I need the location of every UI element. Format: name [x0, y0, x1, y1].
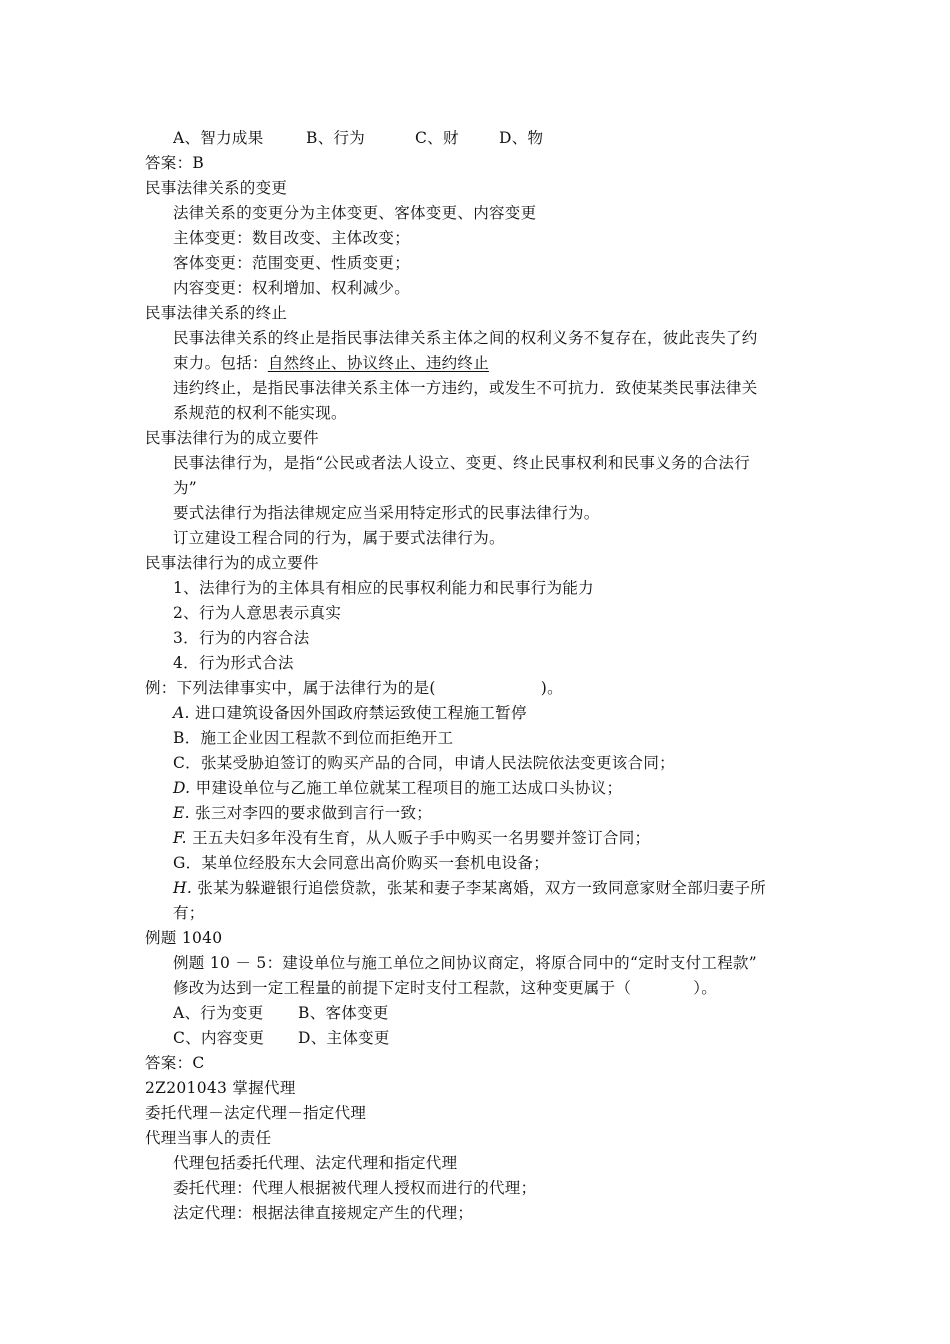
choice-text: 张三对李四的要求做到言行一致； — [195, 804, 433, 822]
choice-h — [173, 878, 766, 898]
choice-h-cont: 有； — [173, 904, 205, 922]
answer-line: 答案：B — [145, 154, 205, 172]
text-line: 要式法律行为指法律规定应当采用特定形式的民事法律行为。 — [173, 504, 600, 522]
question-options — [173, 128, 543, 148]
options-row — [173, 1028, 390, 1048]
choice-text: 甲建设单位与乙施工单位就某工程项目的施工达成口头协议； — [195, 779, 623, 797]
text-line: 代理包括委托代理、法定代理和指定代理 — [173, 1154, 458, 1172]
heading-change: 民事法律关系的变更 — [145, 179, 288, 197]
text-line: 违约终止，是指民事法律关系主体一方违约，或发生不可抗力．致使某类民事法律关 — [173, 379, 758, 397]
choice-a — [173, 703, 527, 723]
list-item: 2、行为人意思表示真实 — [173, 604, 342, 622]
choice-letter: D. — [173, 779, 191, 797]
text-line — [173, 978, 717, 998]
question-end: )。 — [540, 679, 563, 697]
question-text: 例：下列法律事实中，属于法律行为的是( — [145, 679, 436, 697]
option-d: D、主体变更 — [298, 1029, 390, 1047]
text-line: 订立建设工程合同的行为，属于要式法律行为。 — [173, 529, 505, 547]
heading-act-requirements-2: 民事法律行为的成立要件 — [145, 554, 319, 572]
example-question — [145, 678, 563, 698]
options-row — [173, 1003, 389, 1023]
heading-act-requirements: 民事法律行为的成立要件 — [145, 429, 319, 447]
option-b: B、行为 — [306, 129, 366, 147]
option-c: C、财 — [415, 129, 459, 147]
text-line: 例题 10 － 5：建设单位与施工单位之间协议商定，将原合同中的“定时支付工程款” — [173, 954, 758, 972]
choice-f — [173, 828, 650, 848]
heading-responsibility: 代理当事人的责任 — [145, 1129, 272, 1147]
text-line: 委托代理：代理人根据被代理人授权而进行的代理； — [173, 1179, 537, 1197]
choice-letter: A. — [173, 704, 190, 722]
option-d: D、物 — [499, 129, 544, 147]
text-line: 为” — [173, 479, 198, 497]
choice-text: 王五夫妇多年没有生育，从人贩子手中购买一名男婴并签订合同； — [192, 829, 651, 847]
underlined-text: 自然终止、协议终止、违约终止 — [267, 354, 490, 372]
heading-example-1040: 例题 1040 — [145, 929, 223, 947]
choice-b: B．施工企业因工程款不到位而拒绝开工 — [173, 729, 454, 747]
answer-line: 答案：C — [145, 1054, 205, 1072]
option-a: A、行为变更 — [173, 1004, 264, 1022]
list-item: 3．行为的内容合法 — [173, 629, 310, 647]
text-line: 内容变更：权利增加、权利减少。 — [173, 279, 411, 297]
text-line: 系规范的权利不能实现。 — [173, 404, 347, 422]
choice-text: 张某为躲避银行追偿贷款，张某和妻子李某离婚，双方一致同意家财全部归妻子所 — [197, 879, 767, 897]
text-line — [173, 353, 489, 373]
option-a: A、智力成果 — [173, 129, 264, 147]
heading-agency: 2Z201043 掌握代理 — [145, 1079, 296, 1097]
choice-e — [173, 803, 432, 823]
choice-g: G．某单位经股东大会同意出高价购买一套机电设备； — [173, 854, 550, 872]
text-segment: ）。 — [693, 979, 718, 997]
text-line: 主体变更：数目改变、主体改变； — [173, 229, 411, 247]
choice-letter: F. — [173, 829, 187, 847]
text-line: 民事法律关系的终止是指民事法律关系主体之间的权利义务不复存在，彼此丧失了约 — [173, 329, 758, 347]
text-segment: 修改为达到一定工程量的前提下定时支付工程款，这种变更属于（ — [173, 979, 632, 997]
text-segment: 束力。包括： — [173, 354, 268, 372]
choice-d — [173, 778, 622, 798]
text-line: 法律关系的变更分为主体变更、客体变更、内容变更 — [173, 204, 537, 222]
text-line: 委托代理－法定代理－指定代理 — [145, 1104, 367, 1122]
option-c: C、内容变更 — [173, 1029, 265, 1047]
choice-letter: E. — [173, 804, 190, 822]
text-line: 客体变更：范围变更、性质变更； — [173, 254, 411, 272]
heading-termination: 民事法律关系的终止 — [145, 304, 288, 322]
list-item: 4．行为形式合法 — [173, 654, 294, 672]
choice-text: 进口建筑设备因外国政府禁运致使工程施工暂停 — [194, 704, 527, 722]
choice-letter: H. — [173, 879, 193, 897]
option-b: B、客体变更 — [298, 1004, 389, 1022]
list-item: 1、法律行为的主体具有相应的民事权利能力和民事行为能力 — [173, 579, 594, 597]
text-line: 法定代理：根据法律直接规定产生的代理； — [173, 1204, 474, 1222]
text-line: 民事法律行为，是指“公民或者法人设立、变更、终止民事权利和民事义务的合法行 — [173, 454, 751, 472]
choice-c: C．张某受胁迫签订的购买产品的合同，申请人民法院依法变更该合同； — [173, 754, 675, 772]
